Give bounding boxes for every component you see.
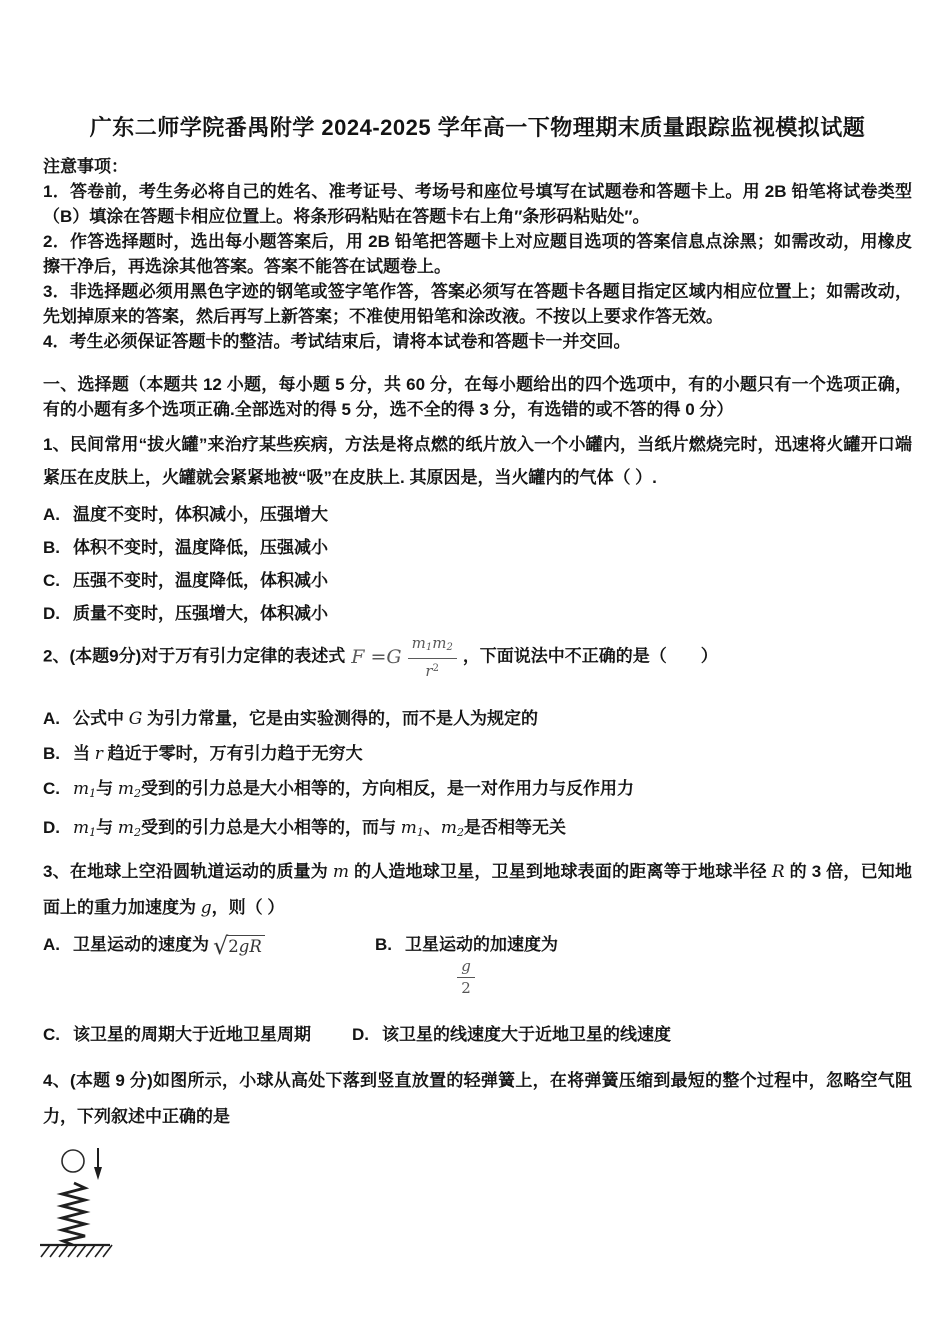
question-2-option-b xyxy=(43,741,912,767)
notice-heading: 注意事项： xyxy=(43,157,128,176)
question-2-option-c xyxy=(43,776,912,806)
option-text: m1与 m2受到的引力总是大小相等的，而与 m1、m2是否相等无关 xyxy=(73,818,566,839)
question-2-option-d xyxy=(43,815,912,845)
option-label: C. xyxy=(43,779,60,798)
notice-item-3: 3．非选择题必须用黑色字迹的钢笔或签字笔作答，答案必须写在答题卡各题目指定区域内相应位置上；如需改动，先划掉原来的答案，然后再写上新答案；不准使用铅笔和涂改液。不按以上要求作答无效。 xyxy=(43,282,912,326)
question-text: (本题 9 分)如图所示，小球从高处下落到竖直放置的轻弹簧上，在将弹簧压缩到最短的整个过程中，忽略空气阻力，下列叙述中正确的是 xyxy=(43,1071,912,1126)
spring-icon xyxy=(62,1183,85,1245)
question-1 xyxy=(43,428,912,626)
question-number: 3、 xyxy=(43,862,70,881)
question-2-stem xyxy=(43,634,912,680)
notice-item-2: 2．作答选择题时，选出每小题答案后，用 2B 铅笔把答题卡上对应题目选项的答案信息点涂黑；如需改动，用橡皮擦干净后，再选涂其他答案。答案不能答在试题卷上。 xyxy=(43,232,912,276)
ground-icon xyxy=(40,1245,112,1257)
fraction-denominator: $r^2$ xyxy=(425,662,439,680)
question-text: 在地球上空沿圆轨道运动的质量为 m 的人造地球卫星，卫星到地球表面的距离等于地球半径 R 的 3 倍，已知地面上的重力加速度为 g，则（ ） xyxy=(43,862,912,918)
notice-section xyxy=(43,154,912,354)
down-arrow-icon xyxy=(94,1148,102,1180)
option-label: B. xyxy=(43,538,60,557)
option-text: 体积不变时，温度降低，压强减小 xyxy=(73,538,328,557)
question-text: (本题9分)对于万有引力定律的表述式 xyxy=(69,646,346,666)
question-1-options xyxy=(43,502,912,626)
question-1-option-c xyxy=(43,568,912,593)
question-3-option-a xyxy=(43,932,375,960)
question-text: 民间常用“拔火罐”来治疗某些疾病，方法是将点燃的纸片放入一个小罐内，当纸片燃烧完时，迅速将火罐开口端紧压在皮肤上，火罐就会紧紧地被“吸”在皮肤上. 其原因是，当火罐内的气体（ ）. xyxy=(43,435,912,487)
question-number: 2、 xyxy=(43,646,70,666)
question-2-options xyxy=(43,706,912,845)
option-label: B. xyxy=(375,935,392,954)
question-4-stem xyxy=(43,1063,912,1135)
question-text: ，下面说法中不正确的是（ ） xyxy=(462,646,718,666)
option-label: D. xyxy=(43,818,60,837)
option-text: 质量不变时，压强增大，体积减小 xyxy=(73,604,328,623)
option-label: D. xyxy=(352,1025,369,1044)
option-text: 该卫星的线速度大于近地卫星的线速度 xyxy=(382,1025,671,1044)
question-1-option-a xyxy=(43,502,912,527)
option-text: 卫星运动的速度为 xyxy=(73,935,209,954)
question-number: 1、 xyxy=(43,435,70,454)
option-label: B. xyxy=(43,744,60,763)
option-text: 温度不变时，体积减小，压强增大 xyxy=(73,505,328,524)
option-text: 该卫星的周期大于近地卫星周期 xyxy=(73,1025,311,1044)
radicand: 2gR xyxy=(227,935,265,957)
option-text: m1与 m2受到的引力总是大小相等的，方向相反，是一对作用力与反作用力 xyxy=(73,779,634,800)
option-label: A. xyxy=(43,935,60,954)
question-3-option-b xyxy=(375,932,558,998)
question-1-stem xyxy=(43,428,912,494)
question-3-options-row-2 xyxy=(43,1022,912,1047)
question-3-stem xyxy=(43,854,912,926)
option-text: 公式中 G 为引力常量，它是由实验测得的，而不是人为规定的 xyxy=(73,709,539,729)
page-title: 广东二师学院番禺附学 2024-2025 学年高一下物理期末质量跟踪监视模拟试题 xyxy=(89,115,866,140)
fraction-denominator: 2 xyxy=(461,979,471,997)
radical-sign: √ xyxy=(213,932,229,960)
g-over-2-formula xyxy=(380,957,552,998)
option-label: C. xyxy=(43,1025,60,1044)
option-text: 当 r 趋近于零时，万有引力趋于无穷大 xyxy=(73,744,363,764)
option-label: A. xyxy=(43,505,60,524)
question-2 xyxy=(43,634,912,845)
ball-falling-on-spring-figure xyxy=(38,1141,912,1280)
formula-lhs: F =G xyxy=(351,645,402,668)
fraction-numerator: g xyxy=(457,957,475,978)
option-text: 压强不变时，温度降低，体积减小 xyxy=(73,571,328,590)
question-3-options-row-1 xyxy=(43,932,912,998)
option-label: C. xyxy=(43,571,60,590)
question-3 xyxy=(43,854,912,1047)
question-3-option-d xyxy=(352,1022,671,1047)
formula-fraction xyxy=(408,634,457,680)
ball-icon xyxy=(62,1150,84,1172)
fraction-numerator: m1m2 xyxy=(408,634,457,659)
question-4 xyxy=(43,1063,912,1280)
question-1-option-d xyxy=(43,601,912,626)
question-2-option-a xyxy=(43,706,912,732)
notice-item-1: 1．答卷前，考生务必将自己的姓名、准考证号、考场号和座位号填写在试题卷和答题卡上。用 2B 铅笔将试卷类型（B）填涂在答题卡相应位置上。将条形码粘贴在答题卡右上角″条形码粘贴处″。 xyxy=(43,182,912,226)
option-label: D. xyxy=(43,604,60,623)
question-3-option-c xyxy=(43,1022,352,1047)
gravitation-law-formula xyxy=(351,634,457,680)
question-1-option-b xyxy=(43,535,912,560)
question-number: 4、 xyxy=(43,1071,70,1090)
option-text: 卫星运动的加速度为 xyxy=(405,935,558,954)
section-heading: 一、选择题（本题共 12 小题，每小题 5 分，共 60 分，在每小题给出的四个选项中，有的小题只有一个选项正确，有的小题有多个选项正确.全部选对的得 5 分，选不全的得 3 分，有选错的或不答的得 0 分） xyxy=(43,375,912,419)
notice-item-4: 4．考生必须保证答题卡的整洁。考试结束后，请将本试卷和答题卡一并交回。 xyxy=(43,332,631,351)
option-label: A. xyxy=(43,709,60,728)
sqrt-2gR-formula xyxy=(213,932,265,960)
